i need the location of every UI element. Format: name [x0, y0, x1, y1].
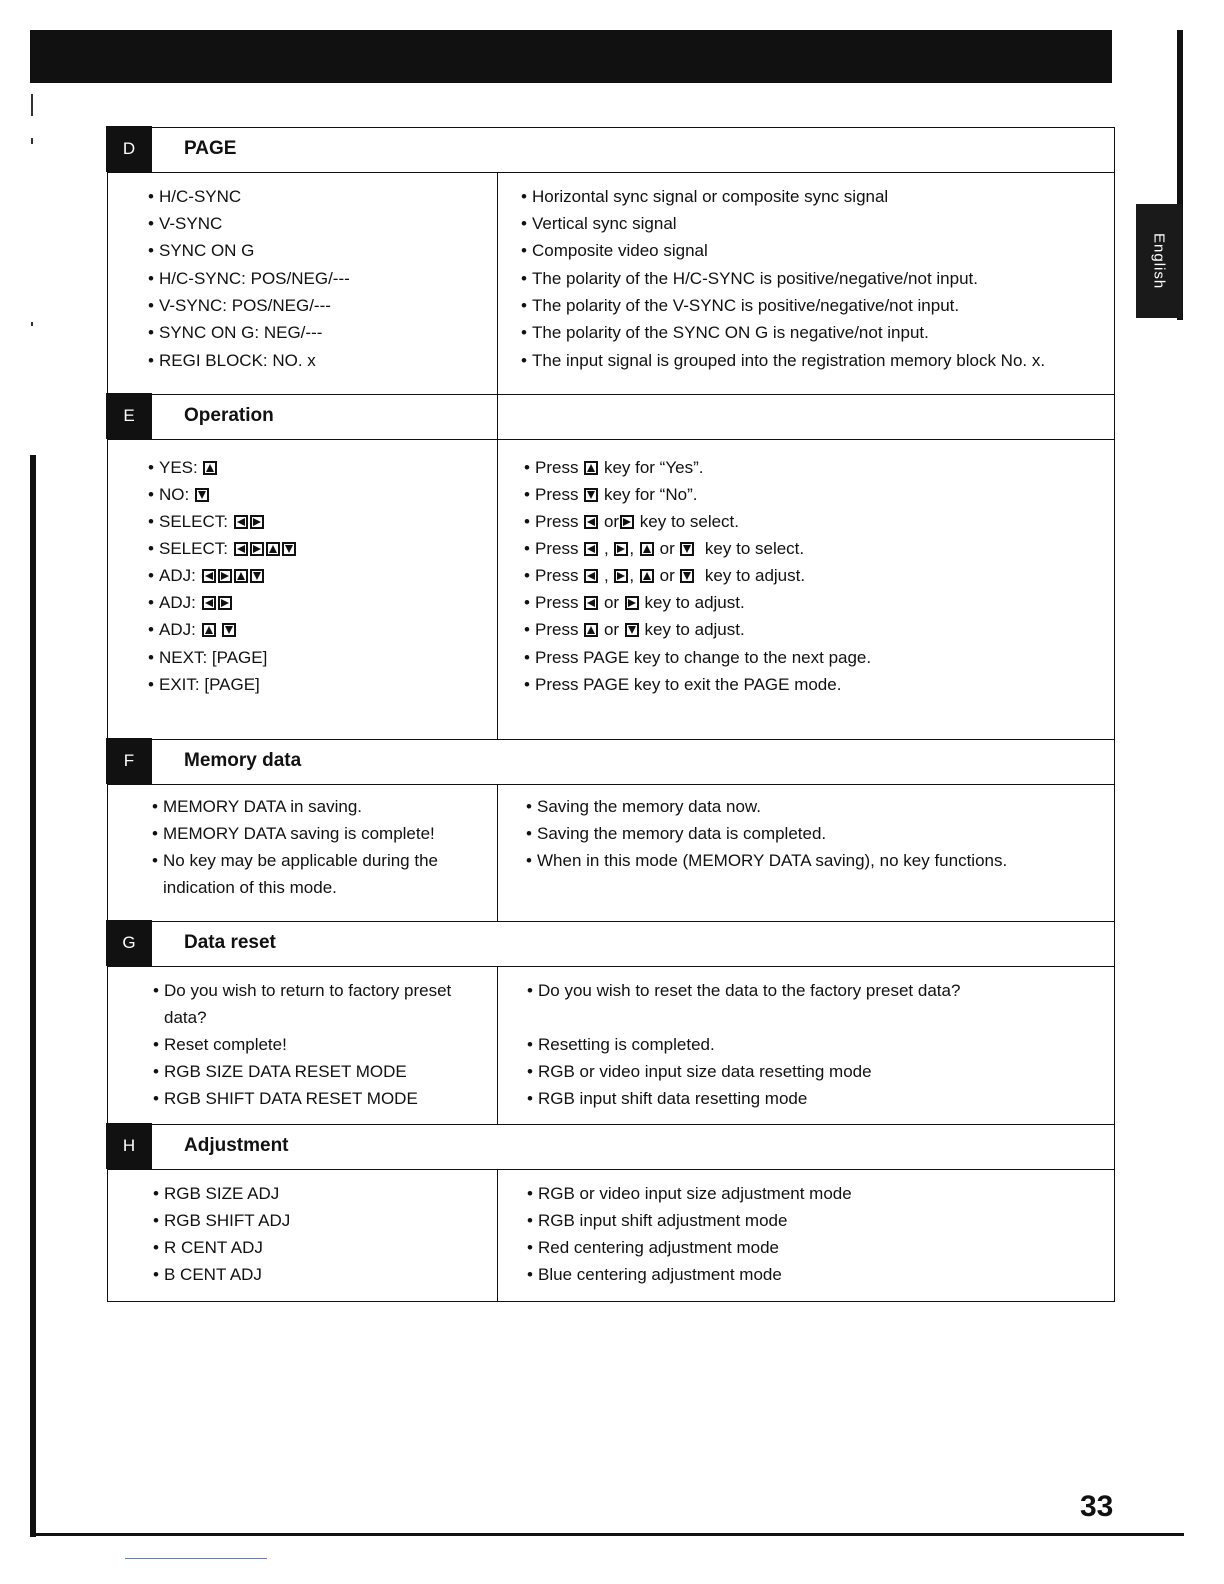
- column-divider: [497, 395, 498, 439]
- list-item: • SELECT:: [148, 539, 297, 559]
- section-memory-data: [107, 739, 1115, 922]
- list-item: • No key may be applicable during the: [152, 851, 438, 870]
- list-item: • Press key for “Yes”.: [524, 458, 704, 477]
- section-letter: F: [106, 738, 152, 784]
- section-body: [108, 1170, 1114, 1302]
- section-letter: G: [106, 920, 152, 966]
- page-number: 33: [1080, 1490, 1114, 1523]
- list-item: • RGB SIZE DATA RESET MODE: [153, 1062, 407, 1081]
- list-item: • SELECT:: [148, 512, 265, 532]
- list-item: • The polarity of the H/C-SYNC is positive/negative/not input.: [521, 269, 978, 288]
- header-bar: [30, 30, 1112, 83]
- margin-tick: [31, 94, 33, 116]
- left-key-icon: [584, 569, 598, 583]
- right-key-icon: [250, 542, 264, 556]
- list-item: • H/C-SYNC: [148, 187, 242, 206]
- right-key-icon: [614, 542, 628, 556]
- list-item: • R CENT ADJ: [153, 1238, 263, 1257]
- section-body: [108, 440, 1114, 740]
- list-item: • Red centering adjustment mode: [527, 1238, 779, 1257]
- list-item: • Saving the memory data is completed.: [526, 824, 827, 843]
- up-key-icon: [202, 623, 216, 637]
- list-item: • Saving the memory data now.: [526, 797, 761, 816]
- down-key-icon: [282, 542, 296, 556]
- section-header: [108, 128, 1114, 173]
- right-key-icon: [620, 515, 634, 529]
- left-margin-rule: [30, 455, 36, 1537]
- list-item: • ADJ:: [148, 620, 237, 640]
- list-item: • V-SYNC: [148, 214, 223, 233]
- section-title: PAGE: [184, 138, 237, 159]
- section-data-reset: [107, 921, 1115, 1125]
- right-key-icon: [218, 569, 232, 583]
- list-item: • RGB input shift data resetting mode: [527, 1089, 808, 1108]
- right-key-icon: [218, 596, 232, 610]
- section-letter: D: [106, 126, 152, 172]
- list-item: • REGI BLOCK: NO. x: [148, 351, 316, 370]
- left-key-icon: [584, 515, 598, 529]
- up-key-icon: [266, 542, 280, 556]
- left-key-icon: [234, 542, 248, 556]
- list-item: • NEXT: [PAGE]: [148, 648, 268, 667]
- column-divider: [497, 173, 498, 395]
- list-item: • Resetting is completed.: [527, 1035, 715, 1054]
- list-item: • MEMORY DATA saving is complete!: [152, 824, 435, 843]
- list-item: • Press or key to select.: [524, 512, 740, 531]
- margin-tick: [31, 138, 33, 144]
- list-item: • Press , , or key to select.: [524, 539, 805, 558]
- section-operation: [107, 394, 1115, 740]
- list-item: • RGB SHIFT ADJ: [153, 1211, 291, 1230]
- section-page: [107, 127, 1115, 395]
- list-item: • RGB SHIFT DATA RESET MODE: [153, 1089, 418, 1108]
- list-item: • Reset complete!: [153, 1035, 287, 1054]
- up-key-icon: [584, 623, 598, 637]
- section-letter: H: [106, 1123, 152, 1169]
- left-key-icon: [202, 569, 216, 583]
- list-item: • Vertical sync signal: [521, 214, 677, 233]
- up-key-icon: [640, 569, 654, 583]
- down-key-icon: [195, 488, 209, 502]
- list-item: • Do you wish to reset the data to the factory preset data?: [527, 981, 961, 1000]
- list-item: • Press or key to adjust.: [524, 593, 745, 612]
- list-item: • ADJ:: [148, 566, 265, 586]
- section-title: Adjustment: [184, 1135, 289, 1156]
- scan-artifact-line: [125, 1558, 267, 1559]
- list-item: • RGB SIZE ADJ: [153, 1184, 280, 1203]
- list-item: • H/C-SYNC: POS/NEG/---: [148, 269, 350, 288]
- right-key-icon: [625, 596, 639, 610]
- down-key-icon: [680, 542, 694, 556]
- section-letter: E: [106, 393, 152, 439]
- down-key-icon: [250, 569, 264, 583]
- column-divider: [497, 440, 498, 740]
- section-title: Data reset: [184, 932, 276, 953]
- section-title: Operation: [184, 405, 274, 426]
- list-item: • Composite video signal: [521, 241, 708, 260]
- up-key-icon: [203, 461, 217, 475]
- section-header: [108, 922, 1114, 967]
- up-key-icon: [640, 542, 654, 556]
- list-item-continuation: data?: [164, 1008, 207, 1027]
- left-key-icon: [202, 596, 216, 610]
- list-item: • RGB input shift adjustment mode: [527, 1211, 788, 1230]
- left-key-icon: [584, 596, 598, 610]
- left-key-icon: [234, 515, 248, 529]
- section-body: [108, 173, 1114, 395]
- list-item: • Horizontal sync signal or composite sync signal: [521, 187, 889, 206]
- list-item: • Press , , or key to adjust.: [524, 566, 806, 585]
- list-item: • Press or key to adjust.: [524, 620, 745, 639]
- section-header: [108, 1125, 1114, 1170]
- section-header: [108, 395, 1114, 440]
- list-item: • When in this mode (MEMORY DATA saving), no key functions.: [526, 851, 1008, 870]
- list-item: • The polarity of the V-SYNC is positive/negative/not input.: [521, 296, 960, 315]
- column-divider: [497, 967, 498, 1125]
- list-item: • Do you wish to return to factory preset: [153, 981, 452, 1000]
- list-item: • NO:: [148, 485, 210, 505]
- section-title: Memory data: [184, 750, 302, 771]
- list-item: • SYNC ON G: [148, 241, 255, 260]
- list-item: • RGB or video input size data resetting mode: [527, 1062, 872, 1081]
- section-adjustment: [107, 1124, 1115, 1302]
- column-divider: [497, 1170, 498, 1302]
- section-header: [108, 740, 1114, 785]
- footer-rule: [30, 1533, 1184, 1536]
- section-body: [108, 785, 1114, 922]
- list-item: • B CENT ADJ: [153, 1265, 262, 1284]
- list-item: • The input signal is grouped into the registration memory block No. x.: [521, 351, 1046, 370]
- up-key-icon: [584, 461, 598, 475]
- list-item: • MEMORY DATA in saving.: [152, 797, 363, 816]
- language-tab-label: English: [1150, 232, 1168, 290]
- list-item: • EXIT: [PAGE]: [148, 675, 260, 694]
- list-item: • Press PAGE key to exit the PAGE mode.: [524, 675, 842, 694]
- list-item: • Press key for “No”.: [524, 485, 698, 504]
- list-item: • The polarity of the SYNC ON G is negative/not input.: [521, 323, 929, 342]
- up-key-icon: [234, 569, 248, 583]
- margin-tick: [31, 322, 33, 326]
- list-item: • ADJ:: [148, 593, 233, 613]
- column-divider: [497, 785, 498, 922]
- down-key-icon: [680, 569, 694, 583]
- list-item: • Blue centering adjustment mode: [527, 1265, 782, 1284]
- list-item: • Press PAGE key to change to the next page.: [524, 648, 872, 667]
- list-item-continuation: indication of this mode.: [163, 878, 337, 897]
- right-key-icon: [614, 569, 628, 583]
- down-key-icon: [584, 488, 598, 502]
- left-key-icon: [584, 542, 598, 556]
- right-key-icon: [250, 515, 264, 529]
- down-key-icon: [222, 623, 236, 637]
- section-body: [108, 967, 1114, 1125]
- list-item: • SYNC ON G: NEG/---: [148, 323, 323, 342]
- list-item: • V-SYNC: POS/NEG/---: [148, 296, 331, 315]
- list-item: • YES:: [148, 458, 218, 478]
- list-item: • RGB or video input size adjustment mode: [527, 1184, 852, 1203]
- down-key-icon: [625, 623, 639, 637]
- language-tab: [1136, 204, 1182, 318]
